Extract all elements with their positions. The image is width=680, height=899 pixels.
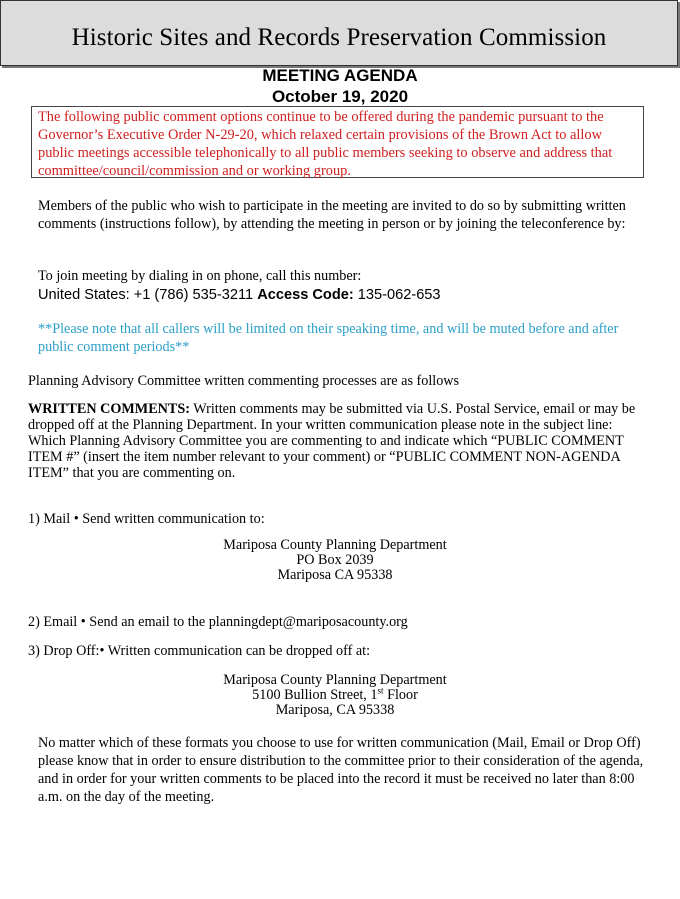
dropoff-address-line: Mariposa County Planning Department [223, 672, 447, 688]
mail-address-line: PO Box 2039 [296, 552, 374, 568]
dropoff-address [0, 673, 670, 718]
phone-number: United States: +1 (786) 535-3211 [38, 287, 258, 303]
access-code: 135-062-653 [353, 287, 441, 303]
dropoff-option: 3) Drop Off:• Written communication can be dropped off at: [28, 643, 371, 659]
written-comments-text: Written comments may be submitted via U.S. Postal Service, email or may be dropped off at the Planning Department. In your written communication please note in the subject line: Which Planning Advisory Committee you are commenting to and indicate which “PUBLIC COMMENT ITEM #” (insert the item number relevant to your comment) or “PUBLIC COMMENT NON-AGENDA ITEM” that you are commenting on. [28, 401, 636, 481]
phone-line [38, 286, 658, 304]
mail-address [0, 538, 670, 583]
closing-paragraph: No matter which of these formats you choose to use for written communication (Mail, Email or Drop Off) please know that in order to ensure distribution to the committee prior to their consideration of the agenda, and in order for your written comments to be placed into the record it must be received no later than 8:00 a.m. on the day of the meeting. [38, 735, 644, 805]
mail-address-line: Mariposa County Planning Department [223, 537, 447, 553]
process-intro: Planning Advisory Committee written commenting processes are as follows [28, 373, 460, 389]
written-comments-paragraph [28, 401, 638, 481]
pandemic-notice: The following public comment options continue to be offered during the pandemic pursuant to the Governor’s Executive Order N-29-20, which relaxed certain provisions of the Brown Act to allow public meetings accessible telephonically to all public members seeking to observe and address that committee/council/commission and or working group. [31, 106, 644, 178]
dropoff-address-line: Mariposa, CA 95338 [275, 702, 395, 718]
dial-in-line: To join meeting by dialing in on phone, call this number: [38, 268, 362, 284]
email-option: 2) Email • Send an email to the planningdept@mariposacounty.org [28, 614, 408, 630]
access-code-label: Access Code: [257, 287, 354, 303]
dropoff-address-line: 5100 Bullion Street, 1st Floor [252, 685, 418, 703]
mail-address-line: Mariposa CA 95338 [277, 567, 393, 583]
header-banner [0, 0, 678, 66]
written-comments-label: WRITTEN COMMENTS: [28, 401, 190, 417]
caller-note: **Please note that all callers will be limited on their speaking time, and will be muted before and after public comment periods** [38, 321, 619, 355]
mail-option: 1) Mail • Send written communication to: [28, 511, 265, 527]
intro-paragraph: Members of the public who wish to participate in the meeting are invited to do so by submitting written comments (instructions follow), by attending the meeting in person or by joining the teleconference by: [38, 198, 626, 232]
page-title: Historic Sites and Records Preservation Commission [71, 24, 607, 51]
agenda-date: October 19, 2020 [271, 87, 409, 106]
agenda-heading: MEETING AGENDA [262, 66, 418, 85]
